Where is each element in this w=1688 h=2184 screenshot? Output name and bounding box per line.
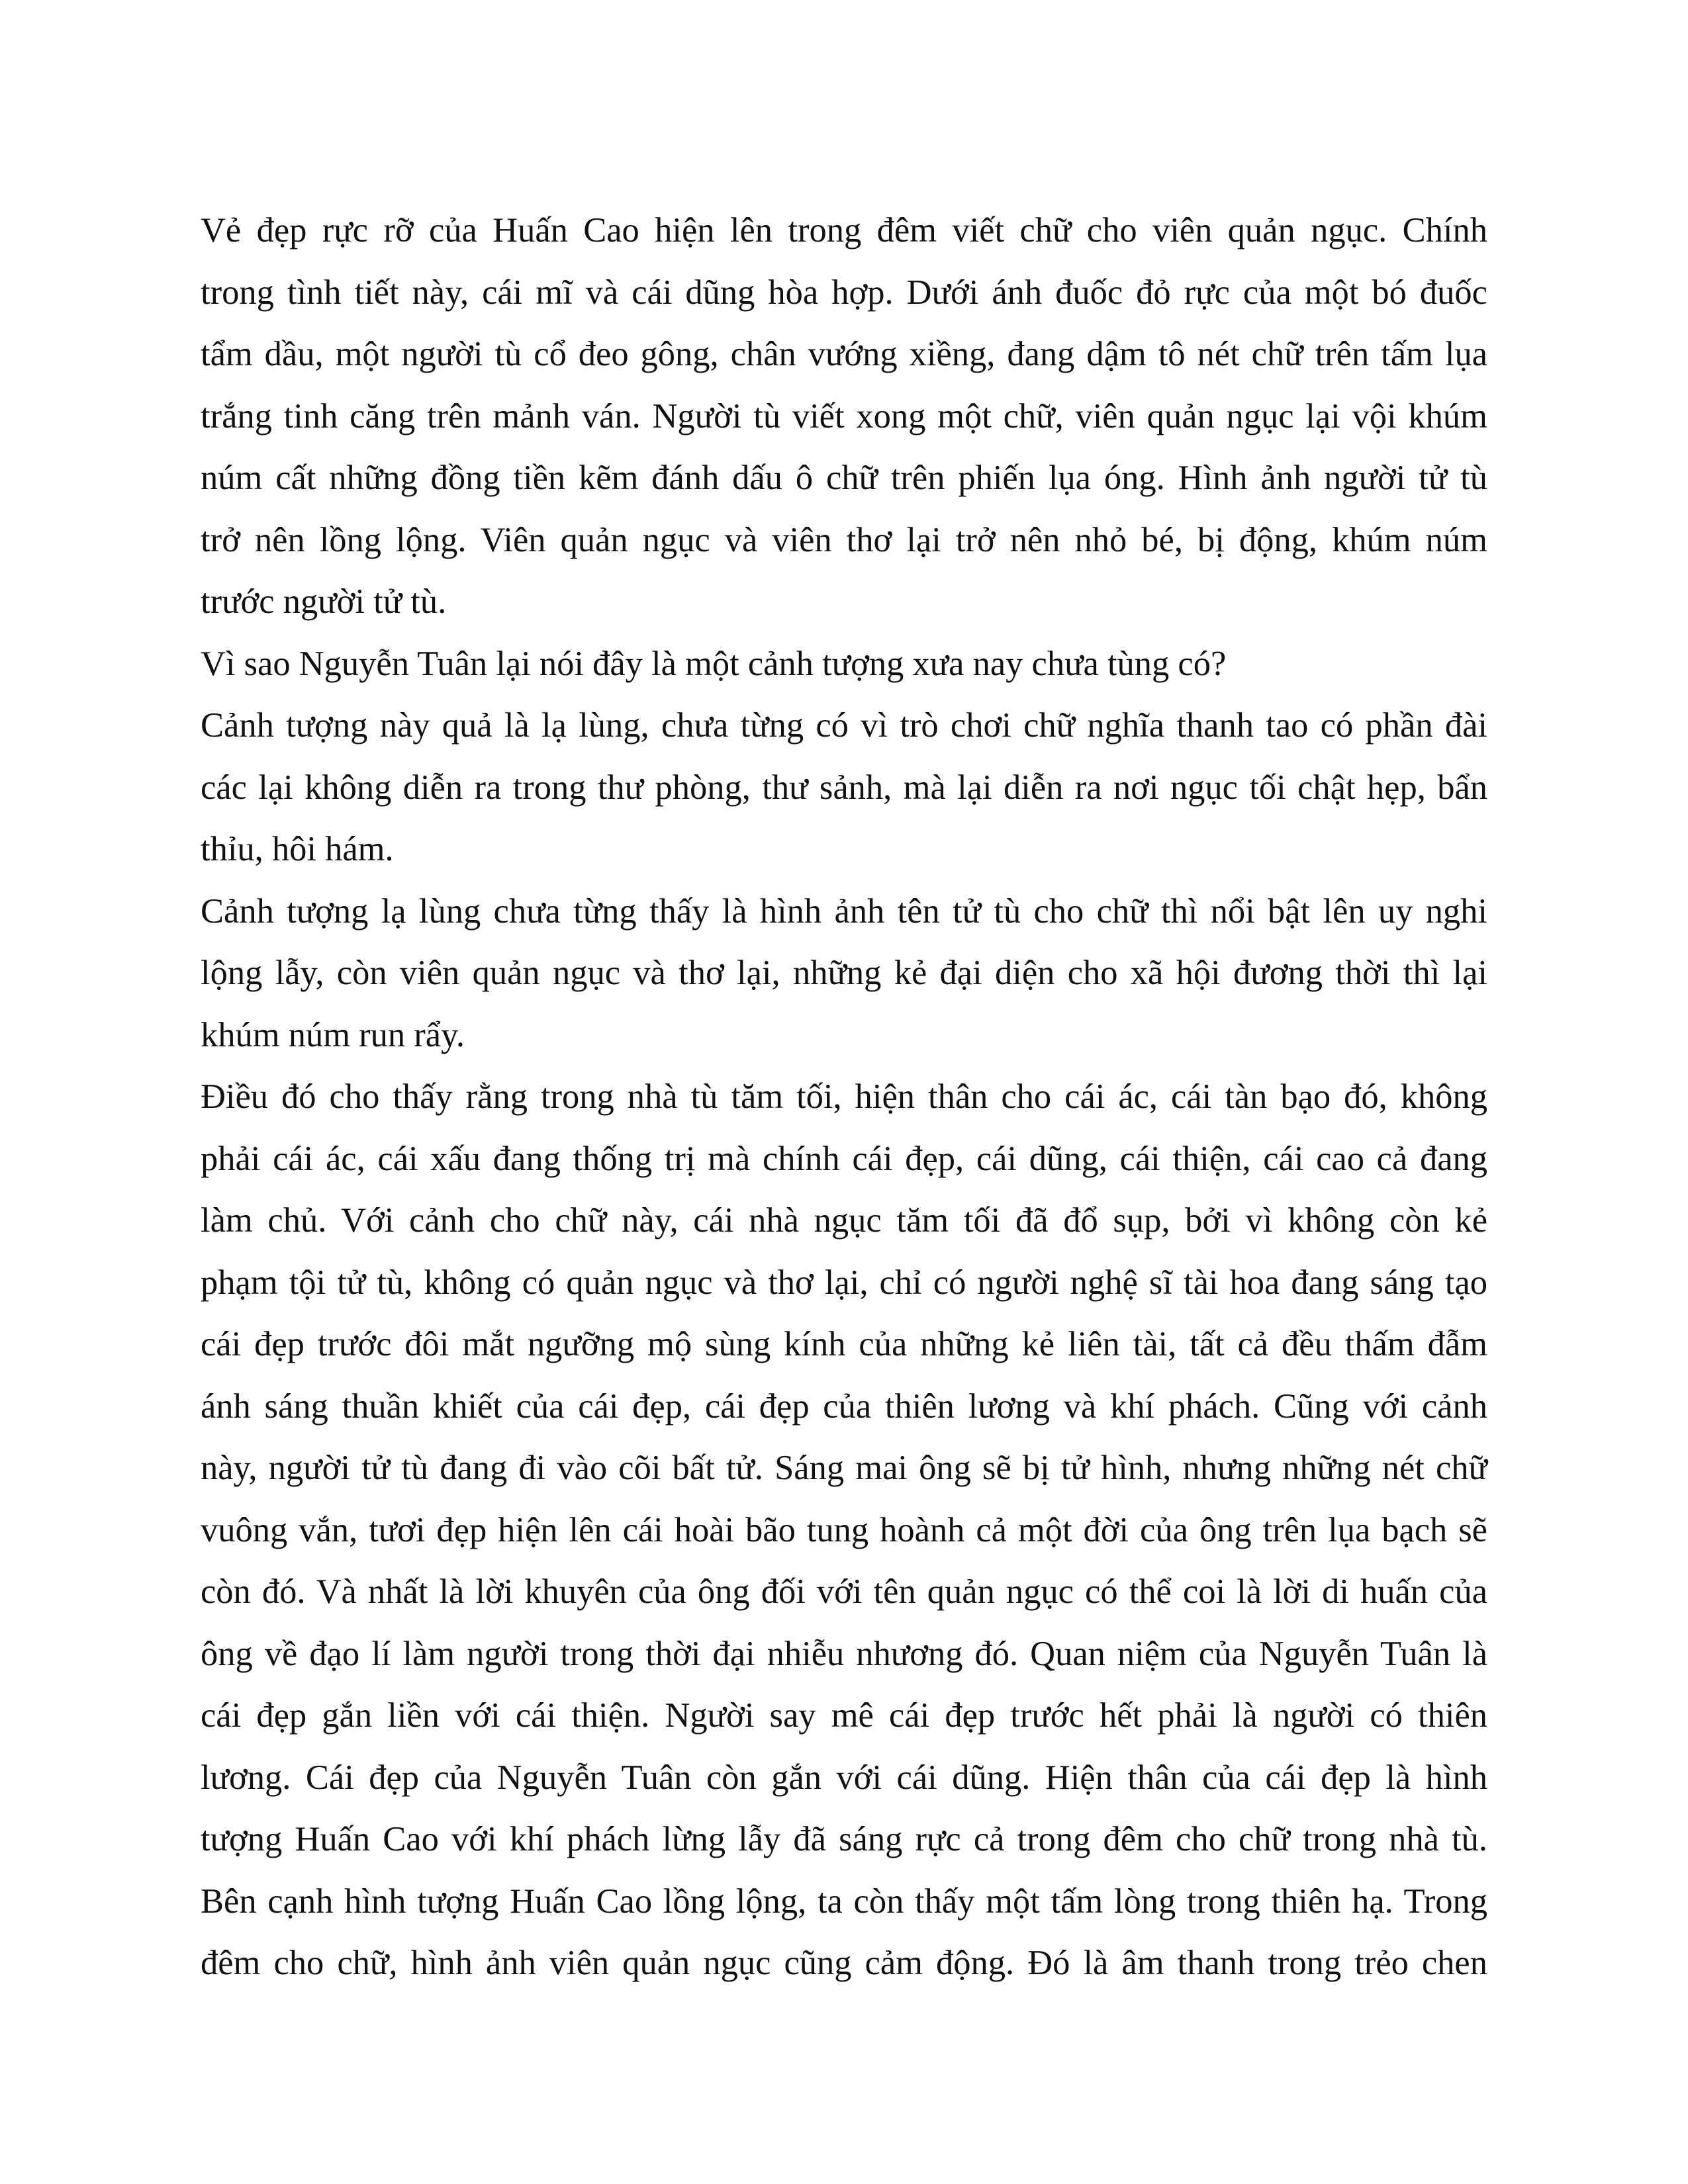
text-line: phải cái ác, cái xấu đang thống trị mà chính cái đẹp, cái dũng, cái thiện, cái cao cả đang [201,1139,1487,1178]
text-line: ông về đạo lí làm người trong thời đại nhiễu nhương đó. Quan niệm của Nguyễn Tuân là [201,1634,1487,1673]
text-line: Vì sao Nguyễn Tuân lại nói đây là một cảnh tượng xưa nay chưa tùng có? [201,644,1227,683]
text-line: Bên cạnh hình tượng Huấn Cao lồng lộng, ta còn thấy một tấm lòng trong thiên hạ. Trong [201,1882,1487,1921]
text-line: trở nên lồng lộng. Viên quản ngục và viên thơ lại trở nên nhỏ bé, bị động, khúm núm [201,520,1487,559]
text-line: thỉu, hôi hám. [201,830,394,868]
text-line: phạm tội tử tù, không có quản ngục và thơ lại, chỉ có người nghệ sĩ tài hoa đang sáng tạo [201,1263,1487,1302]
text-line: trong tình tiết này, cái mĩ và cái dũng hòa hợp. Dưới ánh đuốc đỏ rực của một bó đuốc [201,273,1487,312]
text-line: núm cất những đồng tiền kẽm đánh dấu ô chữ trên phiến lụa óng. Hình ảnh người tử tù [201,459,1487,497]
text-line: cái đẹp trước đôi mắt ngưỡng mộ sùng kính của những kẻ liên tài, tất cả đều thấm đẫm [201,1325,1487,1363]
text-line: vuông vắn, tươi đẹp hiện lên cái hoài bão tung hoành cả một đời của ông trên lụa bạch sẽ [201,1510,1487,1549]
text-line: lương. Cái đẹp của Nguyễn Tuân còn gắn với cái dũng. Hiện thân của cái đẹp là hình [201,1758,1487,1797]
text-line: làm chủ. Với cảnh cho chữ này, cái nhà ngục tăm tối đã đổ sụp, bởi vì không còn kẻ [201,1201,1487,1240]
text-line: khúm núm run rẩy. [201,1015,465,1054]
text-line: Cảnh tượng này quả là lạ lùng, chưa từng có vì trò chơi chữ nghĩa thanh tao có phần đài [201,706,1487,745]
text-line: Điều đó cho thấy rằng trong nhà tù tăm tối, hiện thân cho cái ác, cái tàn bạo đó, không [201,1077,1487,1116]
document-body [201,200,1487,1995]
text-line: đêm cho chữ, hình ảnh viên quản ngục cũng cảm động. Đó là âm thanh trong trẻo chen [201,1944,1487,1982]
text-line: trắng tinh căng trên mảnh ván. Người tù viết xong một chữ, viên quản ngục lại vội khúm [201,396,1487,435]
text-line: tượng Huấn Cao với khí phách lừng lẫy đã sáng rực cả trong đêm cho chữ trong nhà tù. [201,1820,1487,1858]
text-line: Cảnh tượng lạ lùng chưa từng thấy là hình ảnh tên tử tù cho chữ thì nổi bật lên uy nghi [201,891,1487,931]
text-line: này, người tử tù đang đi vào cõi bất tử. Sáng mai ông sẽ bị tử hình, nhưng những nét chữ [201,1449,1487,1487]
text-line: trước người tử tù. [201,582,447,621]
text-line: lộng lẫy, còn viên quản ngục và thơ lại, những kẻ đại diện cho xã hội đương thời thì lại [201,954,1487,992]
text-line: còn đó. Và nhất là lời khuyên của ông đối với tên quản ngục có thể coi là lời di huấn của [201,1572,1487,1611]
text-line: Vẻ đẹp rực rỡ của Huấn Cao hiện lên trong đêm viết chữ cho viên quản ngục. Chính [201,211,1487,250]
text-line: các lại không diễn ra trong thư phòng, thư sảnh, mà lại diễn ra nơi ngục tối chật hẹp, bẩn [201,768,1487,807]
text-line: tẩm dầu, một người tù cổ đeo gông, chân vướng xiềng, đang dậm tô nét chữ trên tấm lụa [201,335,1487,373]
text-line: cái đẹp gắn liền với cái thiện. Người say mê cái đẹp trước hết phải là người có thiên [201,1696,1487,1735]
text-line: ánh sáng thuần khiết của cái đẹp, cái đẹp của thiên lương và khí phách. Cũng với cảnh [201,1387,1487,1426]
